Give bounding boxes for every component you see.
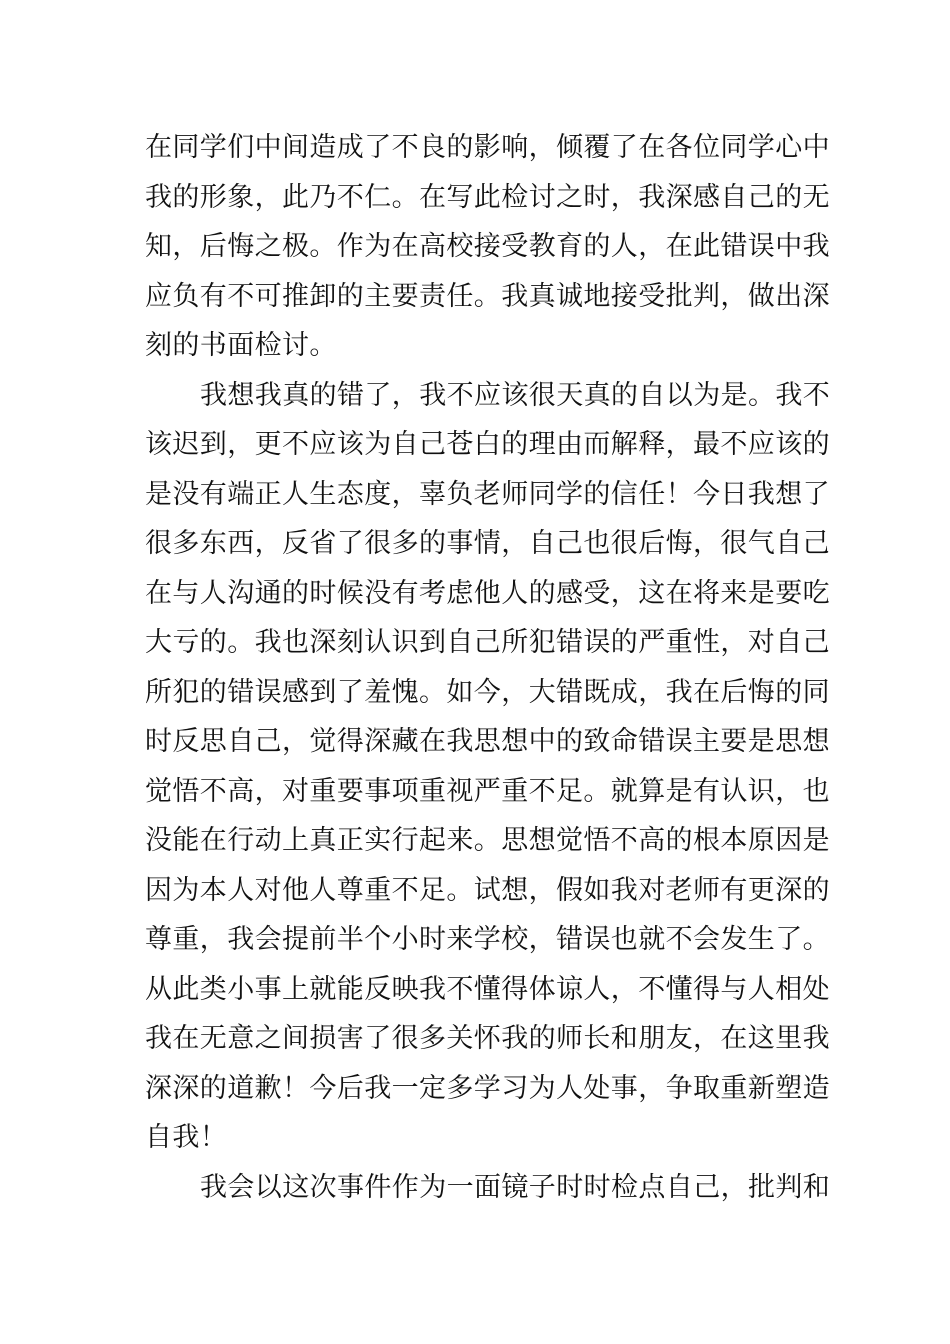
text-line: 该迟到，更不应该为自己苍白的理由而解释，最不应该的 bbox=[145, 429, 830, 460]
text-line: 觉悟不高，对重要事项重视严重不足。就算是有认识，也 bbox=[145, 775, 830, 807]
text-line: 我想我真的错了，我不应该很天真的自以为是。我不 bbox=[200, 379, 831, 411]
text-line: 应负有不可推卸的主要责任。我真诚地接受批判，做出深 bbox=[145, 280, 830, 312]
text-line: 时反思自己，觉得深藏在我思想中的致命错误主要是思想 bbox=[145, 726, 830, 757]
text-line: 我的形象，此乃不仁。在写此检讨之时，我深感自己的无 bbox=[145, 181, 830, 213]
text-line: 我会以这次事件作为一面镜子时时检点自己，批判和 bbox=[200, 1171, 831, 1203]
text-line: 是没有端正人生态度，辜负老师同学的信任！今日我想了 bbox=[145, 478, 830, 510]
text-line: 没能在行动上真正实行起来。思想觉悟不高的根本原因是 bbox=[145, 825, 830, 856]
text-line: 在与人沟通的时候没有考虑他人的感受，这在将来是要吃 bbox=[145, 577, 830, 609]
text-line: 从此类小事上就能反映我不懂得体谅人，不懂得与人相处 bbox=[145, 973, 830, 1005]
text-line: 知，后悔之极。作为在高校接受教育的人，在此错误中我 bbox=[145, 231, 830, 262]
document-body bbox=[145, 123, 831, 1212]
text-line: 在同学们中间造成了不良的影响，倾覆了在各位同学心中 bbox=[145, 132, 830, 163]
text-line: 因为本人对他人尊重不足。试想，假如我对老师有更深的 bbox=[145, 874, 830, 906]
text-line: 刻的书面检讨。 bbox=[145, 330, 337, 361]
text-line: 所犯的错误感到了羞愧。如今，大错既成，我在后悔的同 bbox=[145, 676, 830, 708]
text-line: 自我！ bbox=[145, 1122, 228, 1153]
text-line: 很多东西，反省了很多的事情，自己也很后悔，很气自己 bbox=[145, 528, 830, 559]
text-line: 尊重，我会提前半个小时来学校，错误也就不会发生了。 bbox=[145, 924, 830, 955]
text-line: 我在无意之间损害了很多关怀我的师长和朋友，在这里我 bbox=[145, 1023, 830, 1054]
text-line: 深深的道歉！今后我一定多学习为人处事，争取重新塑造 bbox=[145, 1072, 830, 1104]
text-line: 大亏的。我也深刻认识到自己所犯错误的严重性，对自己 bbox=[145, 627, 830, 658]
